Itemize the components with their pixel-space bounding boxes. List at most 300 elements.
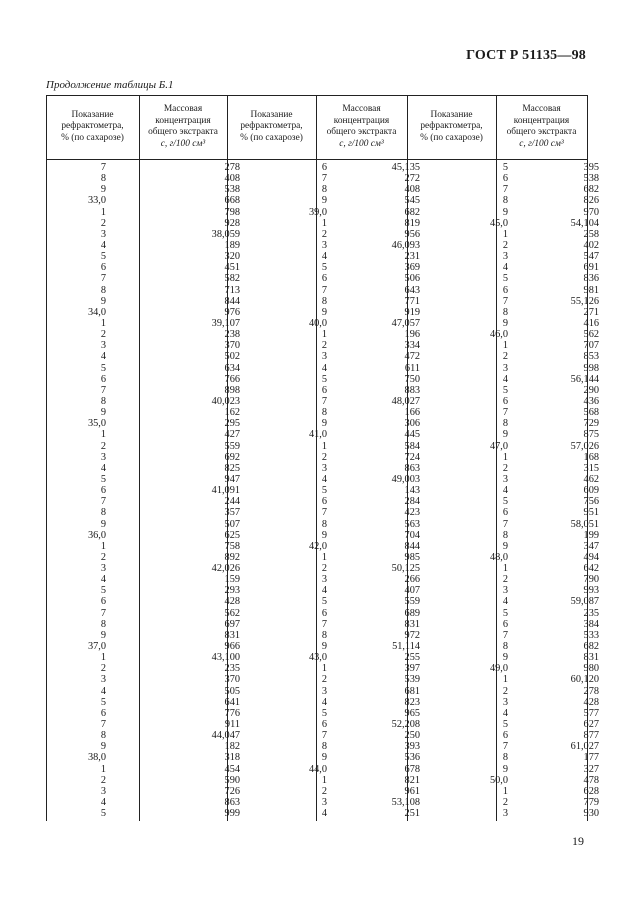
table-cell: 6	[100, 707, 106, 719]
table-cell: 278	[224, 162, 240, 173]
table-cell: 844	[404, 540, 420, 552]
table-cell: 5	[502, 719, 508, 731]
table-cell: 6	[321, 384, 327, 396]
table-cell: 668	[224, 195, 240, 207]
table-cell: 819	[404, 217, 420, 229]
table-cell: 272	[404, 173, 420, 185]
table-cell: 7	[100, 607, 106, 619]
table-cell: 562	[224, 607, 240, 619]
table-cell: 3	[100, 563, 106, 575]
table-cell: 278	[583, 685, 599, 697]
table-cell: 327	[583, 763, 599, 775]
table-cell: 3	[321, 797, 327, 809]
table-cell: 713	[224, 284, 240, 296]
table-cell: 7	[100, 162, 106, 173]
header-cell-reading-1: Показание рефрактометра, % (по сахарозе)	[61, 109, 124, 143]
table-cell: 1	[502, 340, 508, 352]
table-cell: 250	[404, 730, 420, 742]
table-cell: 3	[502, 808, 508, 820]
table-cell: 9	[100, 741, 106, 753]
table-cell: 2	[502, 462, 508, 474]
header-cell-reading-3: Показание рефрактометра, % (по сахарозе)	[420, 109, 483, 143]
table-cell: 445	[404, 429, 420, 441]
table-cell: 238	[224, 329, 240, 341]
table-cell: 3	[321, 574, 327, 586]
table-cell: 5	[100, 362, 106, 374]
table-cell: 538	[224, 184, 240, 196]
column-reading-3	[407, 162, 508, 819]
table-cell: 45,0	[489, 217, 508, 229]
table-cell: 4	[321, 696, 327, 708]
table-cell: 7	[502, 629, 508, 641]
table-cell: 4	[321, 585, 327, 597]
table-cell: 956	[404, 228, 420, 240]
table-cell: 462	[583, 473, 599, 485]
table-cell: 692	[224, 451, 240, 463]
table-cell: 1	[100, 317, 106, 329]
table-cell: 7	[321, 173, 327, 185]
table-cell: 54,104	[570, 217, 599, 229]
table-cell: 625	[224, 529, 240, 541]
table-cell: 6	[321, 607, 327, 619]
table-cell: 48,027	[391, 395, 420, 407]
table-cell: 7	[321, 730, 327, 742]
table-cell: 334	[404, 340, 420, 352]
table-cell: 451	[224, 262, 240, 274]
table-cell: 6	[100, 262, 106, 274]
table-cell: 821	[404, 774, 420, 786]
table-cell: 547	[583, 251, 599, 263]
table-cell: 231	[404, 251, 420, 263]
table-cell: 7	[502, 295, 508, 307]
table-cell: 3	[502, 585, 508, 597]
table-cell: 46,093	[391, 239, 420, 251]
table-cell: 1	[321, 551, 327, 563]
table-cell: 729	[583, 418, 599, 430]
table-cell: 369	[404, 262, 420, 274]
table-cell: 6	[100, 596, 106, 608]
table-cell: 6	[100, 485, 106, 497]
table-cell: 347	[583, 540, 599, 552]
table-cell: 707	[583, 340, 599, 352]
table-cell: 55,126	[570, 295, 599, 307]
table-cell: 678	[404, 763, 420, 775]
table-cell: 6	[502, 173, 508, 185]
table-cell: 199	[583, 529, 599, 541]
table-cell: 50,0	[489, 774, 508, 786]
table-cell: 408	[404, 184, 420, 196]
table-cell: 290	[583, 384, 599, 396]
table-cell: 779	[583, 797, 599, 809]
table-cell: 59,087	[570, 596, 599, 608]
table-cell: 2	[321, 228, 327, 240]
table-cell: 38,0	[87, 752, 106, 764]
table-cell: 609	[583, 485, 599, 497]
table-cell: 7	[100, 273, 106, 285]
table-cell: 9	[502, 763, 508, 775]
table-cell: 53,108	[391, 797, 420, 809]
table-cell: 5	[321, 596, 327, 608]
table-cell: 2	[502, 797, 508, 809]
table-cell: 682	[583, 641, 599, 653]
table-cell: 5	[100, 251, 106, 263]
table-cell: 947	[224, 473, 240, 485]
table-cell: 40,023	[211, 395, 240, 407]
table-cell: 166	[404, 407, 420, 419]
table-cell: 4	[100, 797, 106, 809]
table-cell: 545	[404, 195, 420, 207]
table-cell: 34,0	[87, 306, 106, 318]
table-cell: 478	[583, 774, 599, 786]
table-cell: 41,091	[211, 485, 240, 497]
column-concentration-1	[139, 162, 240, 819]
table-cell: 244	[224, 496, 240, 508]
table-cell: 7	[502, 407, 508, 419]
table-cell: 4	[502, 262, 508, 274]
table-cell: 235	[224, 663, 240, 675]
table-cell: 407	[404, 585, 420, 597]
table-cell: 559	[224, 440, 240, 452]
table-cell: 1	[100, 652, 106, 664]
table-cell: 756	[583, 496, 599, 508]
table-cell: 2	[502, 574, 508, 586]
table-cell: 2	[321, 451, 327, 463]
table-cell: 56,144	[570, 373, 599, 385]
table-cell: 611	[404, 362, 420, 374]
table-cell: 266	[404, 574, 420, 586]
table-cell: 196	[404, 329, 420, 341]
table-cell: 9	[321, 641, 327, 653]
table-cell: 318	[224, 752, 240, 764]
table-cell: 8	[321, 295, 327, 307]
table-cell: 46,0	[489, 329, 508, 341]
table-cell: 6	[502, 395, 508, 407]
table-cell: 2	[100, 440, 106, 452]
table-cell: 7	[100, 496, 106, 508]
table-cell: 898	[224, 384, 240, 396]
table-cell: 159	[224, 574, 240, 586]
table-cell: 7	[502, 741, 508, 753]
table-cell: 42,026	[211, 563, 240, 575]
table-cell: 51,114	[392, 641, 420, 653]
table-cell: 428	[583, 696, 599, 708]
table-cell: 2	[502, 351, 508, 363]
table-cell: 563	[404, 518, 420, 530]
table-cell: 999	[224, 808, 240, 820]
table-cell: 1	[321, 217, 327, 229]
table-cell: 8	[100, 730, 106, 742]
table-cell: 9	[502, 429, 508, 441]
table-cell: 951	[583, 507, 599, 519]
table-cell: 883	[404, 384, 420, 396]
table-cell: 5	[100, 473, 106, 485]
table-cell: 966	[224, 641, 240, 653]
table-cell: 4	[100, 351, 106, 363]
table-cell: 168	[583, 451, 599, 463]
table-cell: 726	[224, 785, 240, 797]
table-cell: 8	[100, 618, 106, 630]
table-cell: 8	[502, 418, 508, 430]
table-cell: 44,047	[211, 730, 240, 742]
table-cell: 395	[583, 162, 599, 173]
table-cell: 5	[502, 496, 508, 508]
table-cell: 38,059	[211, 228, 240, 240]
table-cell: 37,0	[87, 641, 106, 653]
table-cell: 436	[583, 395, 599, 407]
table-cell: 863	[404, 462, 420, 474]
table-cell: 836	[583, 273, 599, 285]
table-cell: 4	[321, 362, 327, 374]
table-cell: 8	[321, 184, 327, 196]
table-cell: 3	[321, 351, 327, 363]
table-cell: 9	[321, 752, 327, 764]
table-cell: 9	[321, 418, 327, 430]
table-cell: 3	[321, 685, 327, 697]
table-cell: 1	[502, 451, 508, 463]
table-cell: 9	[100, 184, 106, 196]
table-cell: 539	[404, 674, 420, 686]
table-cell: 8	[100, 173, 106, 185]
table-cell: 7	[100, 719, 106, 731]
table-cell: 998	[583, 362, 599, 374]
table-cell: 39,0	[308, 206, 327, 218]
table-cell: 641	[224, 696, 240, 708]
table-cell: 3	[100, 340, 106, 352]
table-cell: 4	[100, 462, 106, 474]
table-cell: 402	[583, 239, 599, 251]
table-cell: 423	[404, 507, 420, 519]
table-cell: 408	[224, 173, 240, 185]
table-cell: 4	[502, 596, 508, 608]
table-cell: 2	[321, 563, 327, 575]
table-cell: 853	[583, 351, 599, 363]
table-cell: 2	[502, 239, 508, 251]
table-cell: 3	[502, 696, 508, 708]
table-cell: 965	[404, 707, 420, 719]
table-cell: 40,0	[308, 317, 327, 329]
table-cell: 47,057	[391, 317, 420, 329]
table-cell: 45,135	[391, 162, 420, 173]
table-cell: 427	[224, 429, 240, 441]
table-cell: 315	[583, 462, 599, 474]
table-cell: 5	[321, 262, 327, 274]
table-cell: 536	[404, 752, 420, 764]
table-cell: 8	[321, 518, 327, 530]
column-concentration-2	[316, 162, 420, 819]
table-cell: 320	[224, 251, 240, 263]
table-cell: 58,051	[570, 518, 599, 530]
table-cell: 6	[502, 730, 508, 742]
table-cell: 52,208	[391, 719, 420, 731]
table-cell: 4	[100, 574, 106, 586]
table-cell: 6	[321, 719, 327, 731]
table-cell: 681	[404, 685, 420, 697]
table-cell: 970	[583, 206, 599, 218]
table-cell: 50,125	[391, 563, 420, 575]
table-cell: 295	[224, 418, 240, 430]
table-cell: 5	[100, 696, 106, 708]
table-cell: 1	[100, 540, 106, 552]
table-cell: 7	[100, 384, 106, 396]
table-cell: 2	[321, 340, 327, 352]
table-cell: 5	[502, 607, 508, 619]
header-cell-concentration-2: Массовая концентрация общего экстракта c, г/100 см³	[326, 104, 397, 149]
table-cell: 1	[502, 563, 508, 575]
table-cell: 143	[404, 485, 420, 497]
table-cell: 3	[502, 473, 508, 485]
table-cell: 8	[100, 507, 106, 519]
table-cell: 255	[404, 652, 420, 664]
table-cell: 8	[502, 529, 508, 541]
table-cell: 831	[404, 618, 420, 630]
table-cell: 559	[404, 596, 420, 608]
table-cell: 6	[321, 496, 327, 508]
table-cell: 877	[583, 730, 599, 742]
table-cell: 7	[321, 618, 327, 630]
table-cell: 8	[321, 629, 327, 641]
table-cell: 4	[321, 473, 327, 485]
table-cell: 5	[502, 384, 508, 396]
table-cell: 47,0	[489, 440, 508, 452]
table-cell: 823	[404, 696, 420, 708]
table-cell: 1	[502, 674, 508, 686]
table-cell: 697	[224, 618, 240, 630]
table-cell: 7	[502, 518, 508, 530]
table-cell: 961	[404, 785, 420, 797]
table-cell: 643	[404, 284, 420, 296]
table-cell: 306	[404, 418, 420, 430]
table-cell: 5	[321, 373, 327, 385]
table-cell: 627	[583, 719, 599, 731]
table-cell: 704	[404, 529, 420, 541]
table-cell: 972	[404, 629, 420, 641]
table-cell: 1	[321, 774, 327, 786]
table-cell: 682	[583, 184, 599, 196]
table-cell: 8	[502, 752, 508, 764]
table-cell: 5	[100, 808, 106, 820]
table-cell: 9	[100, 295, 106, 307]
table-cell: 6	[100, 373, 106, 385]
table-cell: 634	[224, 362, 240, 374]
table-cell: 251	[404, 808, 420, 820]
table-cell: 3	[100, 785, 106, 797]
table-cell: 9	[502, 206, 508, 218]
table-cell: 4	[100, 685, 106, 697]
table-cell: 4	[502, 373, 508, 385]
table-cell: 928	[224, 217, 240, 229]
header-cell-concentration-3: Массовая концентрация общего экстракта c, г/100 см³	[506, 104, 577, 149]
table-cell: 8	[321, 741, 327, 753]
table-cell: 42,0	[308, 540, 327, 552]
table-cell: 43,100	[211, 652, 240, 664]
table-cell: 976	[224, 306, 240, 318]
table-cell: 724	[404, 451, 420, 463]
table-cell: 562	[583, 329, 599, 341]
table-caption: Продолжение таблицы Б.1	[46, 79, 174, 91]
table-cell: 980	[583, 663, 599, 675]
table-cell: 1	[100, 206, 106, 218]
table-cell: 41,0	[308, 429, 327, 441]
table-cell: 4	[100, 239, 106, 251]
table-cell: 911	[224, 719, 240, 731]
column-concentration-3	[496, 162, 599, 819]
table-cell: 2	[100, 663, 106, 675]
table-cell: 825	[224, 462, 240, 474]
table-cell: 33,0	[87, 195, 106, 207]
table-cell: 3	[321, 239, 327, 251]
table-cell: 428	[224, 596, 240, 608]
table-cell: 182	[224, 741, 240, 753]
table-cell: 49,003	[391, 473, 420, 485]
table-cell: 8	[321, 407, 327, 419]
table-cell: 1	[100, 763, 106, 775]
table-cell: 2	[321, 674, 327, 686]
table-cell: 5	[502, 162, 508, 173]
table-cell: 505	[224, 685, 240, 697]
table-cell: 4	[502, 485, 508, 497]
table-cell: 919	[404, 306, 420, 318]
table-cell: 1	[321, 663, 327, 675]
table-cell: 533	[583, 629, 599, 641]
table-cell: 771	[404, 295, 420, 307]
table-cell: 61,027	[570, 741, 599, 753]
table-cell: 494	[583, 551, 599, 563]
table-cell: 2	[502, 685, 508, 697]
table-cell: 271	[583, 306, 599, 318]
table-cell: 2	[100, 329, 106, 341]
table-cell: 502	[224, 351, 240, 363]
table-cell: 4	[321, 251, 327, 263]
table-cell: 1	[502, 785, 508, 797]
table-cell: 6	[502, 284, 508, 296]
table-cell: 43,0	[308, 652, 327, 664]
table-cell: 5	[100, 585, 106, 597]
table-cell: 892	[224, 551, 240, 563]
table-cell: 284	[404, 496, 420, 508]
table-cell: 750	[404, 373, 420, 385]
table-cell: 1	[502, 228, 508, 240]
table-cell: 472	[404, 351, 420, 363]
table-cell: 3	[502, 251, 508, 263]
table-cell: 766	[224, 373, 240, 385]
table-cell: 831	[583, 652, 599, 664]
table-cell: 177	[583, 752, 599, 764]
table-cell: 454	[224, 763, 240, 775]
table-cell: 3	[502, 362, 508, 374]
table-cell: 584	[404, 440, 420, 452]
table-cell: 162	[224, 407, 240, 419]
table-cell: 590	[224, 774, 240, 786]
document-code: ГОСТ Р 51135—98	[466, 48, 586, 63]
table-cell: 826	[583, 195, 599, 207]
table-cell: 507	[224, 518, 240, 530]
table-cell: 776	[224, 707, 240, 719]
table-cell: 7	[321, 507, 327, 519]
table-cell: 3	[100, 451, 106, 463]
table-cell: 568	[583, 407, 599, 419]
table-cell: 9	[321, 195, 327, 207]
table-cell: 506	[404, 273, 420, 285]
table-cell: 35,0	[87, 418, 106, 430]
table-cell: 36,0	[87, 529, 106, 541]
table-cell: 60,120	[570, 674, 599, 686]
table-cell: 993	[583, 585, 599, 597]
table-cell: 44,0	[308, 763, 327, 775]
table-cell: 9	[502, 540, 508, 552]
table-cell: 582	[224, 273, 240, 285]
table-cell: 9	[100, 629, 106, 641]
table-cell: 2	[100, 217, 106, 229]
